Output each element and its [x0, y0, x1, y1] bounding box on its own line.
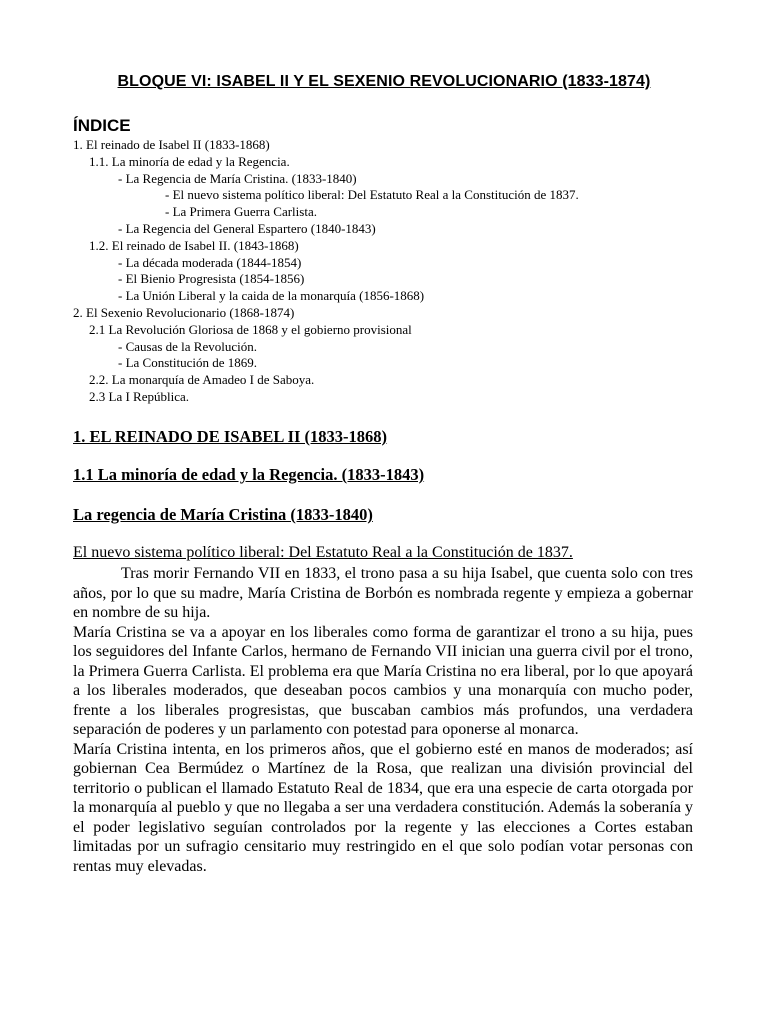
toc-item: 2.3 La I República. — [89, 388, 189, 404]
toc-item: - La década moderada (1844-1854) — [118, 254, 302, 270]
toc-item: - La Constitución de 1869. — [118, 355, 258, 371]
document-title: BLOQUE VI: ISABEL II Y EL SEXENIO REVOLUCIONARIO (1833-1874) — [117, 73, 651, 90]
toc-item: 2. El Sexenio Revolucionario (1868-1874) — [73, 304, 295, 320]
toc-item: 1. El reinado de Isabel II (1833-1868) — [73, 137, 270, 152]
toc-item: - La Primera Guerra Carlista. — [165, 204, 317, 220]
toc-item: - El nuevo sistema político liberal: Del Estatuto Real a la Constitución de 1837. — [165, 187, 579, 203]
toc-item: 1.2. El reinado de Isabel II. (1843-1868) — [89, 237, 299, 253]
subsubsection-heading: La regencia de María Cristina (1833-1840) — [73, 505, 373, 524]
subsection-heading: 1.1 La minoría de edad y la Regencia. (1833-1843) — [73, 465, 425, 484]
topic-heading: El nuevo sistema político liberal: Del Estatuto Real a la Constitución de 1837. — [73, 544, 573, 561]
toc-item: - La Regencia de María Cristina. (1833-1840) — [118, 170, 357, 186]
toc-item: 2.1 La Revolución Gloriosa de 1868 y el gobierno provisional — [89, 321, 412, 337]
toc-item: - La Regencia del General Espartero (1840-1843) — [118, 220, 376, 236]
section-heading: 1. EL REINADO DE ISABEL II (1833-1868) — [73, 427, 388, 446]
toc-item: - Causas de la Revolución. — [118, 338, 257, 354]
toc-item: 2.2. La monarquía de Amadeo I de Saboya. — [89, 372, 315, 388]
paragraph: Tras morir Fernando VII en 1833, el trono pasa a su hija Isabel, que cuenta solo con tres años, por lo que su madre, María Cristina de Borbón es nombrada regente y empieza a gobernar en nombre de su hija. — [73, 565, 693, 621]
toc-item: 1.1. La minoría de edad y la Regencia. — [89, 153, 290, 169]
toc-item: - El Bienio Progresista (1854-1856) — [118, 271, 305, 287]
body-text — [73, 564, 693, 876]
paragraph: María Cristina intenta, en los primeros años, que el gobierno esté en manos de moderados; así gobiernan Cea Bermúdez o Martínez de la Rosa, que realizan una división provincial del territorio o publican el llamado Estatuto Real de 1834, que era una especie de carta otorgada por la monarquía al pueblo y que no llegaba a ser una verdadera constitución. Además la soberanía y el poder legislativo seguían controlados por la regente y las elecciones a Cortes estaban limitadas por un sufragio censitario muy restringido en el que solo podían votar personas con rentas muy elevadas. — [73, 740, 693, 875]
toc-item: - La Unión Liberal y la caida de la monarquía (1856-1868) — [118, 288, 425, 304]
paragraph: María Cristina se va a apoyar en los liberales como forma de garantizar el trono a su hija, pues los seguidores del Infante Carlos, hermano de Fernando VII inician una guerra civil por el trono, la Primera Guerra Carlista. El problema era que María Cristina no era liberal, por lo que apoyará a los liberales moderados, que deseaban pocos cambios y una monarquía con mucho poder, frente a los liberales progresistas, que buscaban cambios más profundos, una verdadera separación de poderes y un parlamento con potestad para oponerse al monarca. — [73, 623, 693, 738]
table-of-contents — [0, 137, 768, 406]
index-heading: ÍNDICE — [73, 116, 131, 135]
